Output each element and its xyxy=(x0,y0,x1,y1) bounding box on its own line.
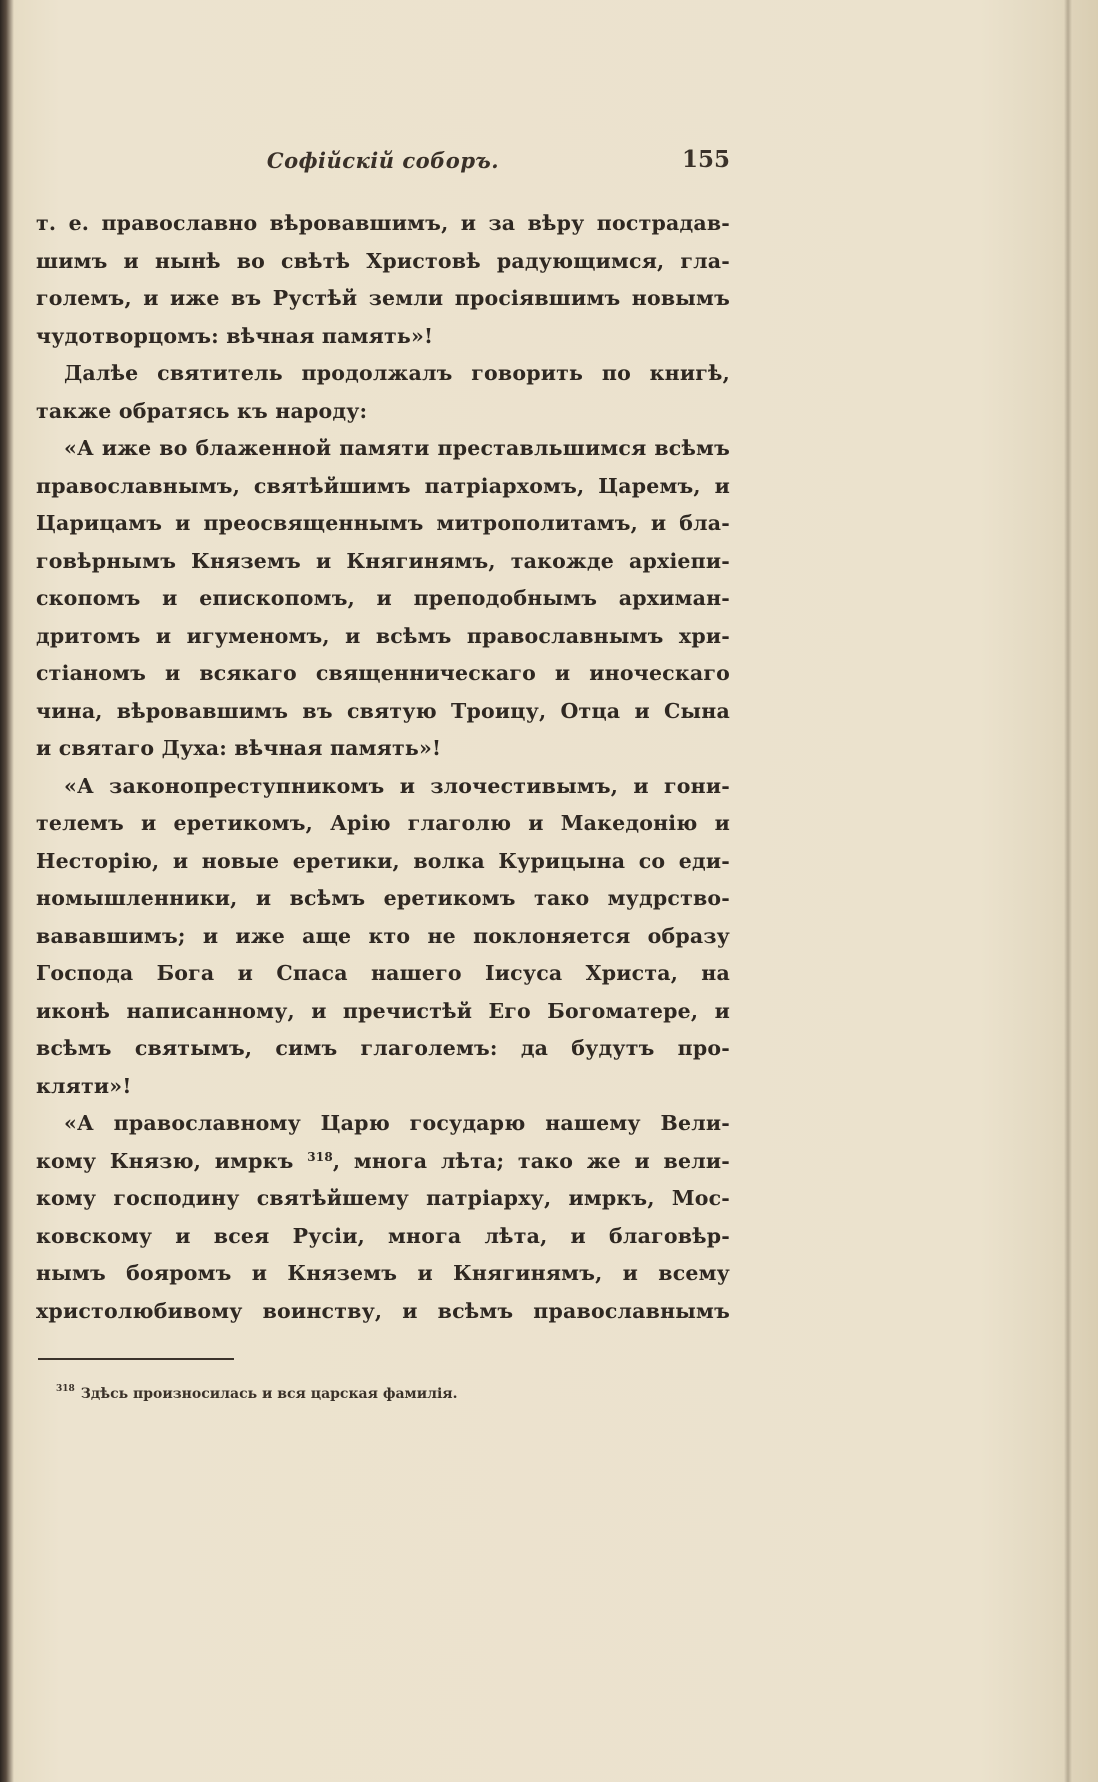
text-line: иконѣ написанному, и пречистѣй Его Богоматере, и xyxy=(36,998,730,1023)
page-gutter-shadow xyxy=(1064,0,1072,1782)
text-line: «А законопреступникомъ и злочестивымъ, и гони- xyxy=(64,773,730,798)
text-line: ковскому и всея Русіи, многа лѣта, и благовѣр- xyxy=(36,1223,730,1248)
text-line: чина, вѣровавшимъ въ святую Троицу, Отца и Сына xyxy=(36,698,730,723)
text-line: стіаномъ и всякаго священническаго и иноческаго xyxy=(36,661,730,685)
text-line: кому господину святѣйшему патріарху, имркъ, Мос- xyxy=(36,1186,730,1210)
text-fragment: , многа лѣта; тако же и вели- xyxy=(332,1148,730,1173)
running-head-title: Софійскій соборъ. xyxy=(266,148,500,173)
text-line: «А православному Царю государю нашему Вели- xyxy=(64,1111,730,1135)
footnote-reference: 318 xyxy=(307,1149,333,1164)
text-line: Несторію, и новые еретики, волка Курицына со еди- xyxy=(36,848,730,873)
text-line: нымъ бояромъ и Княземъ и Княгинямъ, и всему xyxy=(36,1261,730,1285)
text-line: телемъ и еретикомъ, Арію глаголю и Македонію и xyxy=(36,811,730,835)
text-line: дритомъ и игуменомъ, и всѣмъ православнымъ хри- xyxy=(36,623,730,648)
text-line: православнымъ, святѣйшимъ патріархомъ, Царемъ, и xyxy=(36,473,730,498)
text-line: Господа Бога и Спаса нашего Іисуса Христа, на xyxy=(36,961,730,985)
page-number: 155 xyxy=(681,146,730,173)
footnote-text: Здѣсь произносилась и вся царская фамилія. xyxy=(80,1386,458,1402)
text-line: говѣрнымъ Княземъ и Княгинямъ, такожде архіепи- xyxy=(36,548,730,573)
text-line: номышленники, и всѣмъ еретикомъ тако мудрство- xyxy=(36,886,730,910)
text-line: големъ, и иже въ Рустѣй земли просіявшимъ новымъ xyxy=(36,286,730,310)
text-line: и святаго Духа: вѣчная память»! xyxy=(36,736,442,760)
footnote xyxy=(56,1386,656,1402)
footnote-mark: 318 xyxy=(56,1384,75,1394)
body-text xyxy=(36,205,730,1330)
text-line: вававшимъ; и иже аще кто не поклоняется образу xyxy=(36,923,730,948)
text-line: Царицамъ и преосвященнымъ митрополитамъ, и бла- xyxy=(36,511,730,535)
text-fragment: кому Князю, имркъ xyxy=(36,1148,294,1173)
text-line: христолюбивому воинству, и всѣмъ православнымъ xyxy=(36,1298,730,1323)
text-line: т. е. православно вѣровавшимъ, и за вѣру пострадав- xyxy=(36,211,730,235)
text-line: также обратясь къ народу: xyxy=(36,398,368,423)
text-line: кляти»! xyxy=(36,1073,132,1098)
text-line: чудотворцомъ: вѣчная память»! xyxy=(36,323,434,348)
text-line: скопомъ и епископомъ, и преподобнымъ архиман- xyxy=(36,586,730,610)
footnote-divider xyxy=(38,1358,234,1360)
text-line: всѣмъ святымъ, симъ глаголемъ: да будутъ про- xyxy=(36,1036,730,1060)
text-line: шимъ и нынѣ во свѣтѣ Христовѣ радующимся, гла- xyxy=(36,248,730,273)
text-line: «А иже во блаженной памяти преставльшимся всѣмъ xyxy=(64,436,730,460)
text-line-with-footnote-ref xyxy=(36,1143,730,1181)
text-line: Далѣе святитель продолжалъ говорить по книгѣ, xyxy=(64,361,730,385)
running-head xyxy=(36,148,730,182)
